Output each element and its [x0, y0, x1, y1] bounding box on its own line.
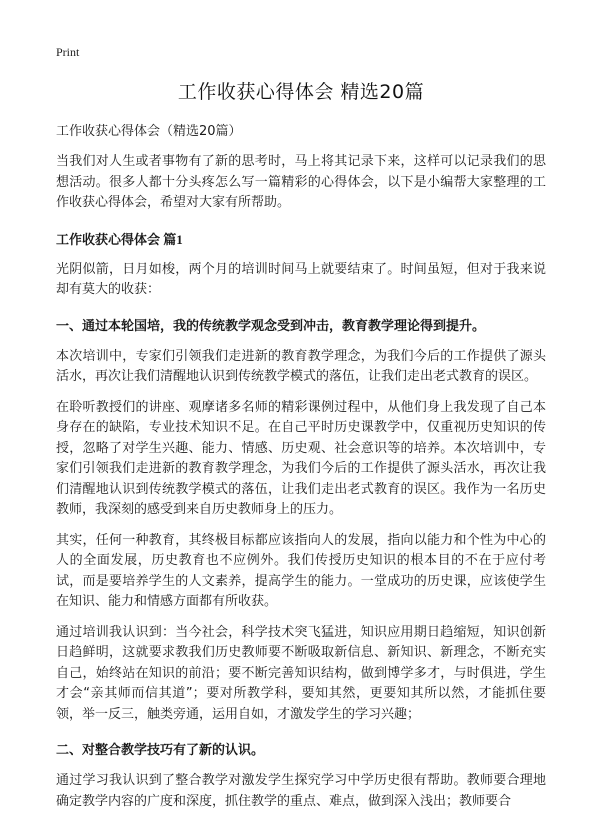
paragraph-4: 其实，任何一种教育，其终极目标都应该指向人的发展，指向以能力和个性为中心的人的全面发展，历史教育也不应例外。我们传授历史知识的根本目的不在于应付考试，而是要培养学生的人文素养，提高学生的能力。一堂成功的历史课，应该使学生在知识、能力和情感方面都有所收获。 [56, 532, 546, 609]
heading-1: 一、通过本轮国培，我的传统教学观念受到冲击，教育教学理论得到提升。 [56, 318, 486, 334]
print-link[interactable]: Print [56, 45, 80, 59]
article [56, 80, 546, 812]
intro-paragraph: 当我们对人生或者事物有了新的思考时，马上将其记录下来，这样可以记录我们的思想活动。很多人都十分头疼怎么写一篇精彩的心得体会，以下是小编帮大家整理的工作收获心得体会，希望对大家有所帮助。 [56, 154, 546, 210]
heading-2: 二、对整合教学技巧有了新的认识。 [56, 743, 265, 758]
paragraph-1: 光阴似箭，日月如梭，两个月的培训时间马上就要结束了。时间虽短，但对于我来说却有莫大的收获： [56, 261, 546, 297]
article-subtitle: 工作收获心得体会（精选20篇） [56, 124, 242, 139]
paragraph-2: 本次培训中，专家们引领我们走进新的教育教学理念，为我们今后的工作提供了源头活水，再次让我们清醒地认识到传统教学模式的落伍，让我们走出老式教育的误区。 [56, 348, 546, 384]
paragraph-6: 通过学习我认识到了整合教学对激发学生探究学习中学历史很有帮助。教师要合理地确定教学内容的广度和深度，抓住教学的重点、难点，做到深入浅出；教师要合 [56, 773, 546, 809]
paragraph-5: 通过培训我认识到：当今社会，科学技术突飞猛进，知识应用期日趋缩短，知识创新日趋鲜明，这就要求教我们历史教师要不断吸取新信息、新知识、新理念，不断充实自己，始终站在知识的前沿；要不断完善知识结构，做到博学多才，与时俱进，学生才会“亲其师而信其道”；要对所教学科，要知其然，更要知其所以然，才能抓住要领，举一反三，触类旁通，运用自如，才激发学生的学习兴趣； [56, 624, 546, 722]
page-title: 工作收获心得体会 精选20篇 [177, 81, 425, 103]
paragraph-3: 在聆听教授们的讲座、观摩诸多名师的精彩课例过程中，从他们身上我发现了自己本身存在的缺陷，专业技术知识不足。在自己平时历史课教学中，仅重视历史知识的传授，忽略了对学生兴趣、能力、情感、历史观、社会意识等的培养。本次培训中，专家们引领我们走进新的教育教学理念，为我们今后的工作提供了源头活水，再次让我们清醒地认识到传统教学模式的落伍，让我们走出老式教育的误区。我作为一名历史教师，我深刻的感受到来自历史教师身上的压力。 [56, 399, 546, 517]
section-title: 工作收获心得体会 篇1 [56, 231, 183, 247]
